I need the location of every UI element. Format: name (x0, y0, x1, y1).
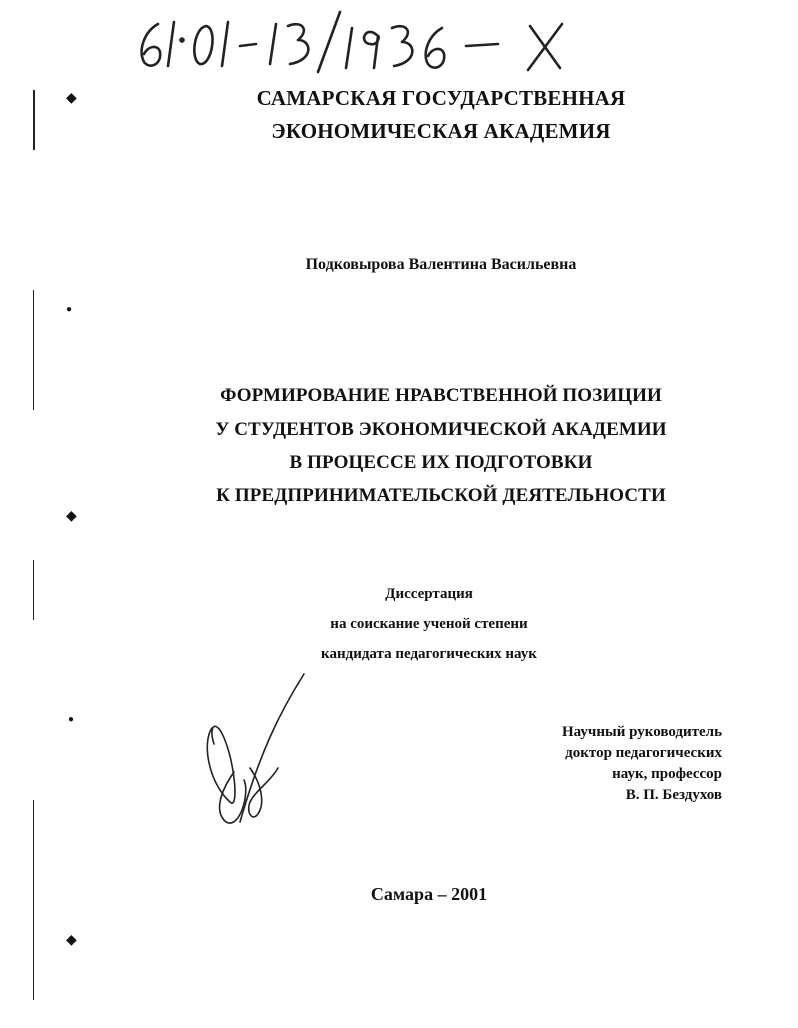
institution-line-2: ЭКОНОМИЧЕСКАЯ АКАДЕМИЯ (271, 119, 611, 143)
title-line-1: ФОРМИРОВАНИЕ НРАВСТВЕННОЙ ПОЗИЦИИ (220, 385, 662, 406)
scan-speck: ◆ (66, 933, 77, 948)
city-year: Самара – 2001 (370, 884, 488, 904)
title-line-3: В ПРОЦЕССЕ ИХ ПОДГОТОВКИ (289, 452, 593, 473)
degree-line-1: Диссертация (385, 586, 473, 602)
handwritten-archive-number (130, 6, 590, 76)
advisor-line-3: наук, профессор (612, 766, 722, 782)
scan-speck: ◆ (66, 91, 77, 106)
advisor-line-2: доктор педагогических (565, 745, 722, 761)
scan-speck: ● (66, 304, 73, 315)
scan-edge-line (33, 290, 34, 410)
title-line-4: К ПРЕДПРИНИМАТЕЛЬСКОЙ ДЕЯТЕЛЬНОСТИ (216, 485, 666, 506)
advisor-line-4: В. П. Бездухов (625, 787, 722, 803)
signature (200, 672, 310, 832)
institution-line-1: САМАРСКАЯ ГОСУДАРСТВЕННАЯ (256, 86, 626, 110)
title-line-2: У СТУДЕНТОВ ЭКОНОМИЧЕСКОЙ АКАДЕМИИ (215, 419, 667, 440)
degree-line-3: кандидата педагогических наук (321, 646, 537, 662)
scan-speck: ● (68, 714, 75, 725)
author-name: Подковырова Валентина Васильевна (305, 256, 577, 273)
scan-speck: ◆ (66, 509, 77, 524)
degree-line-2: на соискание ученой степени (330, 616, 528, 632)
scan-edge-line (33, 90, 35, 150)
advisor-line-1: Научный руководитель (562, 724, 722, 740)
advisor-block (462, 722, 722, 806)
